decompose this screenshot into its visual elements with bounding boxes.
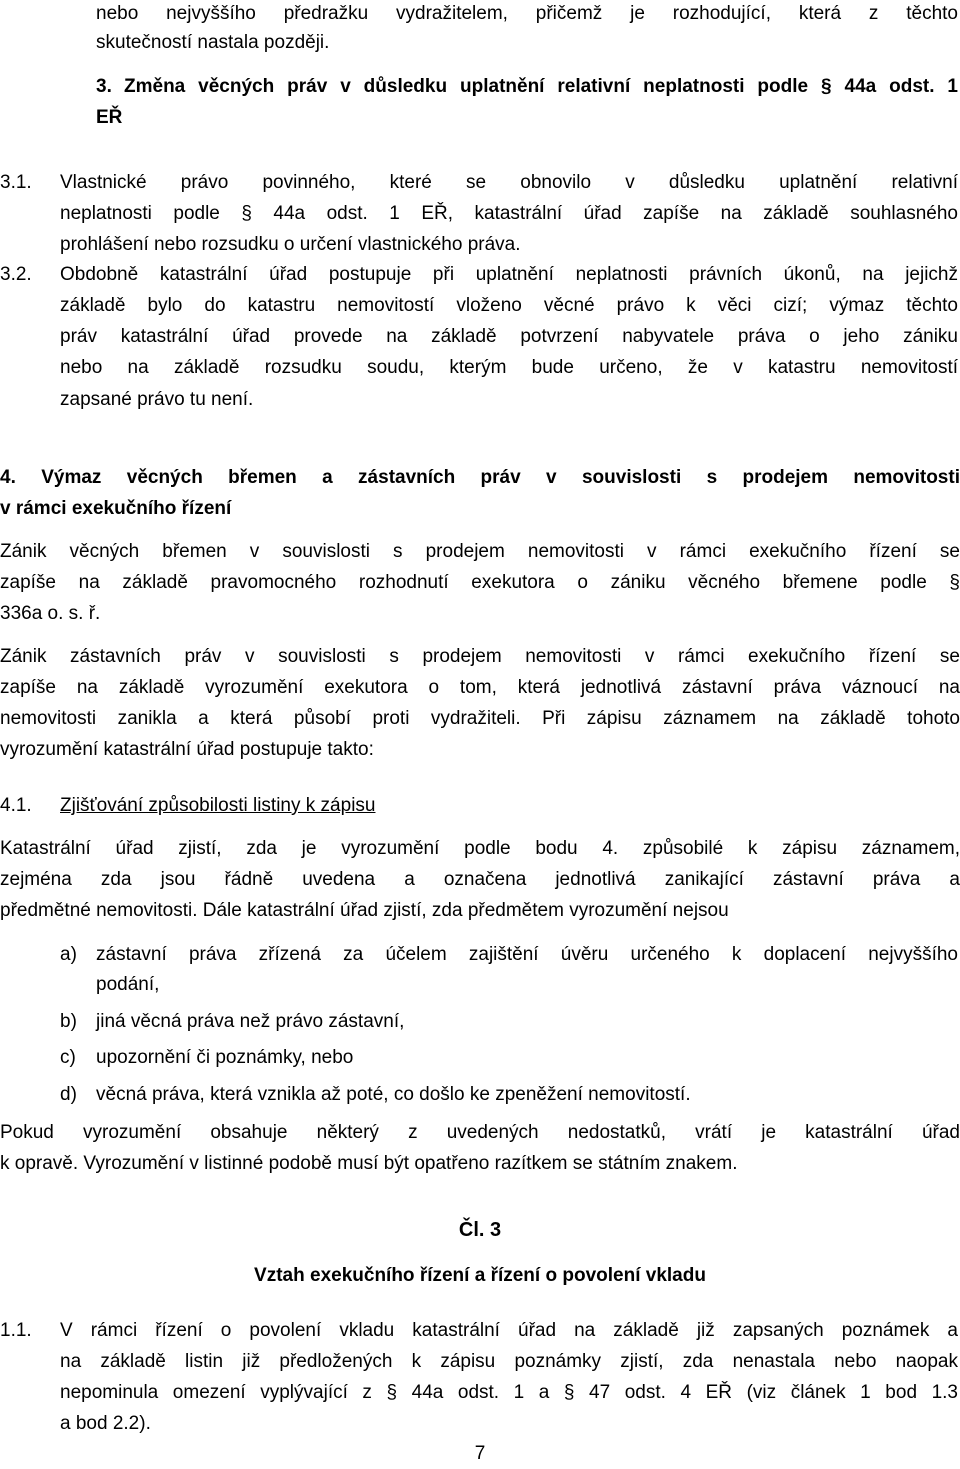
article-number: Čl. 3 (458, 1219, 502, 1241)
paragraph-text: nemovitosti zanikla a která působí proti vydražiteli. Při zápisu záznamem na základě tohoto (0, 708, 960, 729)
point-3-1-text: Vlastnické právo povinného, které se obnovilo v důsledku uplatnění relativní (60, 172, 958, 193)
paragraph-text: Zánik věcných břemen v souvislosti s prodejem nemovitosti v rámci exekučního řízení se (0, 541, 960, 562)
point-3-2-text: zapsané právo tu není. (60, 389, 254, 410)
point-1-1-text: a bod 2.2). (60, 1413, 151, 1434)
page-number: 7 (474, 1443, 486, 1464)
article-title: Vztah exekučního řízení a řízení o povolení vkladu (254, 1265, 706, 1286)
section-4-title: 4. Výmaz věcných břemen a zástavních práv v souvislosti s prodejem nemovitosti (0, 467, 960, 488)
paragraph-text: Pokud vyrozumění obsahuje některý z uvedených nedostatků, vrátí je katastrální úřad (0, 1122, 960, 1143)
point-1-1-text: nepominula omezení vyplývající z § 44a odst. 1 a § 47 odst. 4 EŘ (viz článek 1 bod 1.3 (60, 1382, 958, 1403)
paragraph-text: k opravě. Vyrozumění v listinné podobě musí být opatřeno razítkem se státním znakem. (0, 1153, 738, 1174)
list-item: zástavní práva zřízená za účelem zajištění úvěru určeného k doplacení nejvyššího (96, 944, 958, 965)
intro-line: nebo nejvyššího předražku vydražitelem, přičemž je rozhodující, která z těchto (96, 3, 958, 24)
list-item: podání, (96, 974, 160, 995)
paragraph-text: zejména zda jsou řádně uvedena a označena jednotlivá zanikající zástavní práva a (0, 869, 960, 890)
point-3-2-number: 3.2. (0, 264, 32, 285)
list-marker: a) (60, 944, 77, 965)
point-1-1-text: na základě listin již předložených k zápisu poznámky zjistí, zda nenastala nebo naopak (60, 1351, 958, 1372)
list-marker: d) (60, 1084, 77, 1105)
paragraph-text: zapíše na základě vyrozumění exekutora o tom, která jednotlivá zástavní práva váznoucí na (0, 677, 960, 698)
paragraph-text: vyrozumění katastrální úřad postupuje takto: (0, 739, 374, 760)
point-3-1-number: 3.1. (0, 172, 32, 193)
section-3-title: EŘ (96, 107, 123, 128)
paragraph-text: Katastrální úřad zjistí, zda je vyrozumění podle bodu 4. způsobilé k zápisu záznamem, (0, 838, 960, 859)
point-3-2-text: nebo na základě rozsudku soudu, kterým bude určeno, že v katastru nemovitostí (60, 357, 958, 378)
paragraph-text: 336a o. s. ř. (0, 603, 101, 624)
intro-line: skutečností nastala později. (96, 32, 330, 53)
section-3-title: Změna věcných práv v důsledku uplatnění relativní neplatnosti podle § 44a odst. 1 (124, 76, 958, 97)
point-3-1-text: neplatnosti podle § 44a odst. 1 EŘ, katastrální úřad zapíše na základě souhlasného (60, 203, 958, 224)
list-marker: b) (60, 1011, 77, 1032)
section-3-number: 3. (96, 76, 112, 97)
point-4-1-title: Zjišťování způsobilosti listiny k zápisu (60, 795, 376, 816)
paragraph-text: Zánik zástavních práv v souvislosti s prodejem nemovitosti v rámci exekučního řízení se (0, 646, 960, 667)
point-3-2-text: Obdobně katastrální úřad postupuje při uplatnění neplatnosti právních úkonů, na jejichž (60, 264, 958, 285)
point-1-1-text: V rámci řízení o povolení vkladu katastrální úřad na základě již zapsaných poznámek a (60, 1320, 958, 1341)
point-3-2-text: práv katastrální úřad provede na základě potvrzení nabyvatele práva o jeho zániku (60, 326, 958, 347)
point-3-2-text: základě bylo do katastru nemovitostí vloženo věcné právo k věci cizí; výmaz těchto (60, 295, 958, 316)
section-4-title: v rámci exekučního řízení (0, 498, 232, 519)
point-4-1-number: 4.1. (0, 795, 32, 816)
list-item: jiná věcná práva než právo zástavní, (96, 1011, 405, 1032)
list-item: upozornění či poznámky, nebo (96, 1047, 354, 1068)
point-1-1-number: 1.1. (0, 1320, 32, 1341)
paragraph-text: zapíše na základě pravomocného rozhodnutí exekutora o zániku věcného břemene podle § (0, 572, 960, 593)
list-item: věcná práva, která vznikla až poté, co došlo ke zpeněžení nemovitostí. (96, 1084, 691, 1105)
point-3-1-text: prohlášení nebo rozsudku o určení vlastnického práva. (60, 234, 521, 255)
paragraph-text: předmětné nemovitosti. Dále katastrální úřad zjistí, zda předmětem vyrozumění nejsou (0, 900, 729, 921)
list-marker: c) (60, 1047, 76, 1068)
